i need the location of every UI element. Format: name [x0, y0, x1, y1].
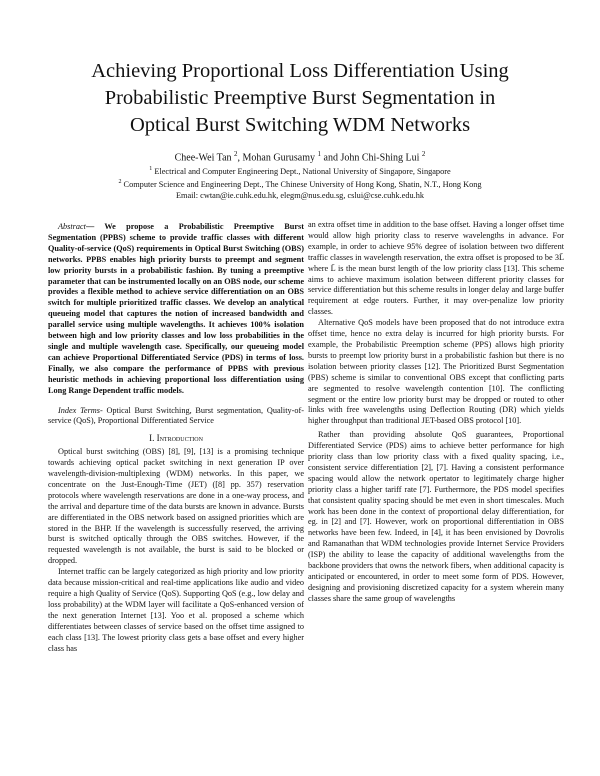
affiliation-mark: 2 — [118, 179, 122, 185]
email-line: Email: cwtan@ie.cuhk.edu.hk, elegm@nus.edu.sg, cslui@cse.cuhk.edu.hk — [175, 191, 425, 200]
abstract-label: Abstract — [58, 222, 86, 231]
affiliation-1 — [30, 164, 570, 177]
title-line: Probabilistic Preemptive Burst Segmentation in — [104, 87, 496, 109]
author-affil-mark: 1 — [317, 150, 322, 158]
author-name: Mohan Gurusamy — [242, 152, 316, 164]
index-terms-label: Index Terms- — [58, 405, 103, 415]
body-paragraph: Rather than providing absolute QoS guarantees, Proportional Differentiated Service (PDS) aims to achieve better performance for high priority class than low priority class with a fixed quality spacing, i.e., consistent service differentiation [2], [7]. Having a consistent performance spacing would allow the network opertator to legitimately charge higher priority class a higher tariff rate [7]. Furthermore, the PDS model specifies that consistent quality spacing should be met even in short timescales. Much work has been done in the context of proportional delay differentiation, for eg. in [2] and [7]. However, work on proportional differentiation in OBS networks have been few. Indeed, in [4], it has been envisioned by Dovrolis and Ramanathan that WDM technologies provide Internet Service Providers (ISP) the ability to lease the capacity of additional wavelengths from the backbone providers that owns the network fibers, when additional capacity is anticipated or encountered, in order to meet some form of PDS. However, designing and provisioning discretized capacity for a system wherein many classes share the same group of wavelengths — [308, 430, 564, 603]
body-paragraph: Alternative QoS models have been proposed that do not introduce extra offset time, hence no extra delay is incurred for high priority bursts. For example, the Probabilistic Preemption scheme (PPS) allows high priority bursts to preempt low priority burst in a probabilistic fashion but there is no isolation between priority classes [12]. The Prioritized Burst Segmentation (PBS) scheme is similar to conventional OBS except that conflicting parts are segmented to resolve wavelength contention [10]. The conflicting segment or the entire low priority burst may be dropped or routed to other links with free wavelengths using Deflection Routing (DR) which yields higher throughput than traditional JET-based OBS protocol [10]. — [308, 318, 564, 426]
paper-title — [30, 58, 570, 139]
body-paragraph: Internet traffic can be largely categorized as high priority and low priority data because mission-critical and real-time applications like audio and video require a high Quality of Service (QoS). Supporting QoS (e.g., low delay and loss probability) at the WDM layer will facilitate a QoS-enhanced version of the next generation Internet [13]. Yoo et al. proposed a scheme which differentiates between classes of service based on the offset time assigned to each class [13]. The lowest priority class gets a base offset and every higher class has — [48, 567, 304, 653]
abstract-text: — We propose a Probabilistic Preemptive Burst Segmentation (PPBS) scheme to provide traffic classes with different Quality-of-service (QoS) requirements in Optical Burst Switching (OBS) networks. PPBS enables high priority bursts to preempt and segment low priority bursts in a probabilistic fashion. By tuning a preemptive parameter that can be instrumented locally on an OBS node, our scheme provides a flexible method to achieve service differentiation on an OBS switch for multiple prioritized traffic classes. We develop an analytical queueing model that captures the notion of increased bandwidth and parallel service using multiple wavelengths. It achieves 100% isolation between high and low priority classes and low loss probabilities in the single and multiple wavelength case. Specifically, our queueing model can achieve Proportional Differentiated Service (PDS) in terms of loss. Finally, we also compare the performance of PPBS with previous heuristic methods in achieving proportional loss differentiation using Long Range Dependent traffic models. — [48, 222, 304, 395]
right-column — [308, 220, 564, 605]
title-line: Optical Burst Switching WDM Networks — [129, 114, 471, 136]
affiliation-text: Computer Science and Engineering Dept., The Chinese University of Hong Kong, Shatin, N.T., Hong Kong — [123, 179, 482, 189]
affiliation-2 — [30, 177, 570, 190]
section-heading: I. Introduction — [149, 433, 203, 444]
author-affil-mark: 2 — [421, 150, 426, 158]
index-terms-text: Optical Burst Switching, Burst segmentation, Quality-of-service (QoS), Proportional Differentiated Service — [48, 405, 304, 426]
body-paragraph: Optical burst switching (OBS) [8], [9], [13] is a promising technique towards achieving optical packet switching in next generation IP over wavelength-division-multiplexing (WDM) networks. In this paper, we concentrate on the Just-Enough-Time (JET) ([8] pp. 357) reservation protocols where wavelength reservations are done in a one-way process, and the arrival and departure time of the data bursts are known in advance. Bursts are differentiated in the OBS network based on assigned priorities which are stored in the BHP. If the wavelength is successfully reserved, the arriving burst is switched optically through the OBS switches. However, if the requested wavelength is not available, the burst is said to be blocked or dropped. — [48, 447, 304, 566]
abstract — [48, 222, 304, 397]
affiliation-mark: 1 — [149, 166, 153, 172]
author-name: John Chi-Shing Lui — [340, 152, 420, 164]
affiliation-text: Electrical and Computer Engineering Dept., National University of Singapore, Singapore — [154, 166, 451, 176]
author-list: Chee-Wei Tan $^2$, Mohan Gurusamy $^1$ and John Chi-Shing Lui $^2$ — [174, 150, 426, 164]
body-paragraph: an extra offset time in addition to the base offset. Having a longer offset time would allow high priority class to reserve wavelengths in advance. For example, in order to achieve 95% degree of isolation between two different traffic classes in wavelength reservation, the extra offset is proposed to be 3L̄ where L̄ is the mean burst length of the low priority class [13]. This scheme aims to achieve maximum isolation between different priority classes for service differentiation but this scheme results in longer delay and large buffer requirement at edge routers. Further, it may over-penalize low priority classes. — [308, 220, 564, 317]
left-column — [48, 222, 304, 654]
title-line: Achieving Proportional Loss Differentiation Using — [91, 60, 509, 82]
author-name: Chee-Wei Tan — [174, 152, 232, 164]
author-affil-mark: 2 — [234, 150, 238, 158]
index-terms — [48, 406, 304, 428]
